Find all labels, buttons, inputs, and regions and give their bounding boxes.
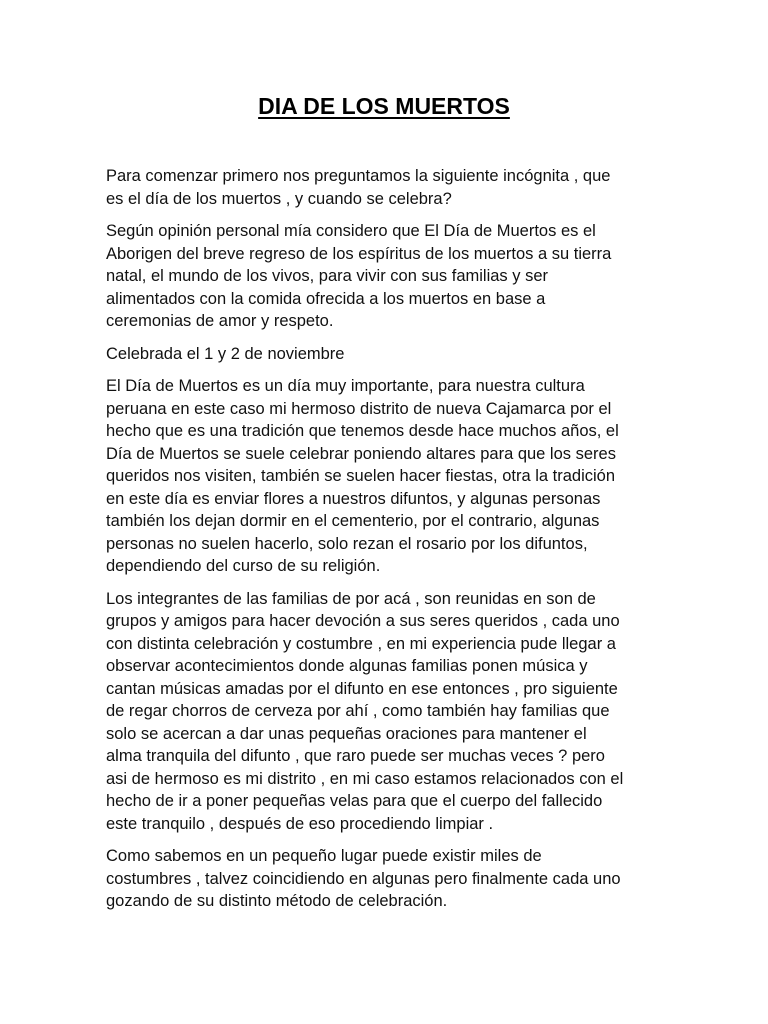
text-line: asi de hermoso es mi distrito , en mi caso estamos relacionados con el (106, 769, 624, 788)
text-line: queridos nos visiten, también se suelen hacer fiestas, otra la tradición (106, 467, 616, 485)
document-title: DIA DE LOS MUERTOS (258, 93, 510, 119)
text-line: grupos y amigos para hacer devoción a sus seres queridos , cada uno (106, 612, 620, 630)
paragraph (106, 588, 623, 836)
text-line: Como sabemos en un pequeño lugar puede existir miles de (106, 847, 542, 865)
text-line: dependiendo del curso de su religión. (106, 557, 381, 575)
text-line: solo se acercan a dar unas pequeñas oraciones para mantener el (106, 724, 587, 743)
text-line: cantan músicas amadas por el difunto en ese entonces , pro siguiente (106, 679, 618, 698)
paragraph (106, 845, 623, 913)
text-line: también los dejan dormir en el cementerio, por el contrario, algunas (106, 512, 600, 530)
text-line: ceremonias de amor y respeto. (106, 312, 334, 330)
text-line: Para comenzar primero nos preguntamos la siguiente incógnita , que (106, 167, 611, 185)
text-line: en este día es enviar flores a nuestros difuntos, y algunas personas (106, 489, 601, 508)
text-line: alimentados con la comida ofrecida a los muertos en base a (106, 289, 546, 308)
text-line: hecho que es una tradición que tenemos desde hace muchos años, el (106, 422, 619, 440)
text-line: Celebrada el 1 y 2 de noviembre (106, 344, 345, 363)
text-line: alma tranquila del difunto , que raro puede ser muchas veces ? pero (106, 747, 605, 765)
text-line: costumbres , talvez coincidiendo en algunas pero finalmente cada uno (106, 869, 621, 888)
text-line: personas no suelen hacerlo, solo rezan el rosario por los difuntos, (106, 534, 588, 553)
text-line: de regar chorros de cerveza por ahí , como también hay familias que (106, 702, 610, 720)
text-line: Los integrantes de las familias de por acá , son reunidas en son de (106, 589, 596, 608)
text-line: con distinta celebración y costumbre , en mi experiencia pude llegar a (106, 634, 616, 653)
paragraph (106, 220, 623, 333)
paragraph (106, 375, 623, 578)
text-line: gozando de su distinto método de celebración. (106, 892, 448, 910)
text-line: natal, el mundo de los vivos, para vivir con sus familias y ser (106, 267, 549, 285)
text-line: hecho de ir a poner pequeñas velas para que el cuerpo del fallecido (106, 792, 603, 810)
text-line: es el día de los muertos , y cuando se celebra? (106, 189, 452, 208)
text-line: Día de Muertos se suele celebrar poniendo altares para que los seres (106, 444, 616, 463)
document-body (106, 165, 623, 923)
paragraph (106, 343, 623, 366)
paragraph (106, 165, 623, 210)
text-line: Según opinión personal mía considero que El Día de Muertos es el (106, 222, 596, 240)
text-line: este tranquilo , después de eso procediendo limpiar . (106, 814, 494, 833)
text-line: Aborigen del breve regreso de los espíritus de los muertos a su tierra (106, 244, 612, 263)
text-line: El Día de Muertos es un día muy importante, para nuestra cultura (106, 377, 585, 395)
text-line: peruana en este caso mi hermoso distrito de nueva Cajamarca por el (106, 399, 612, 418)
text-line: observar acontecimientos donde algunas familias ponen música y (106, 657, 588, 675)
